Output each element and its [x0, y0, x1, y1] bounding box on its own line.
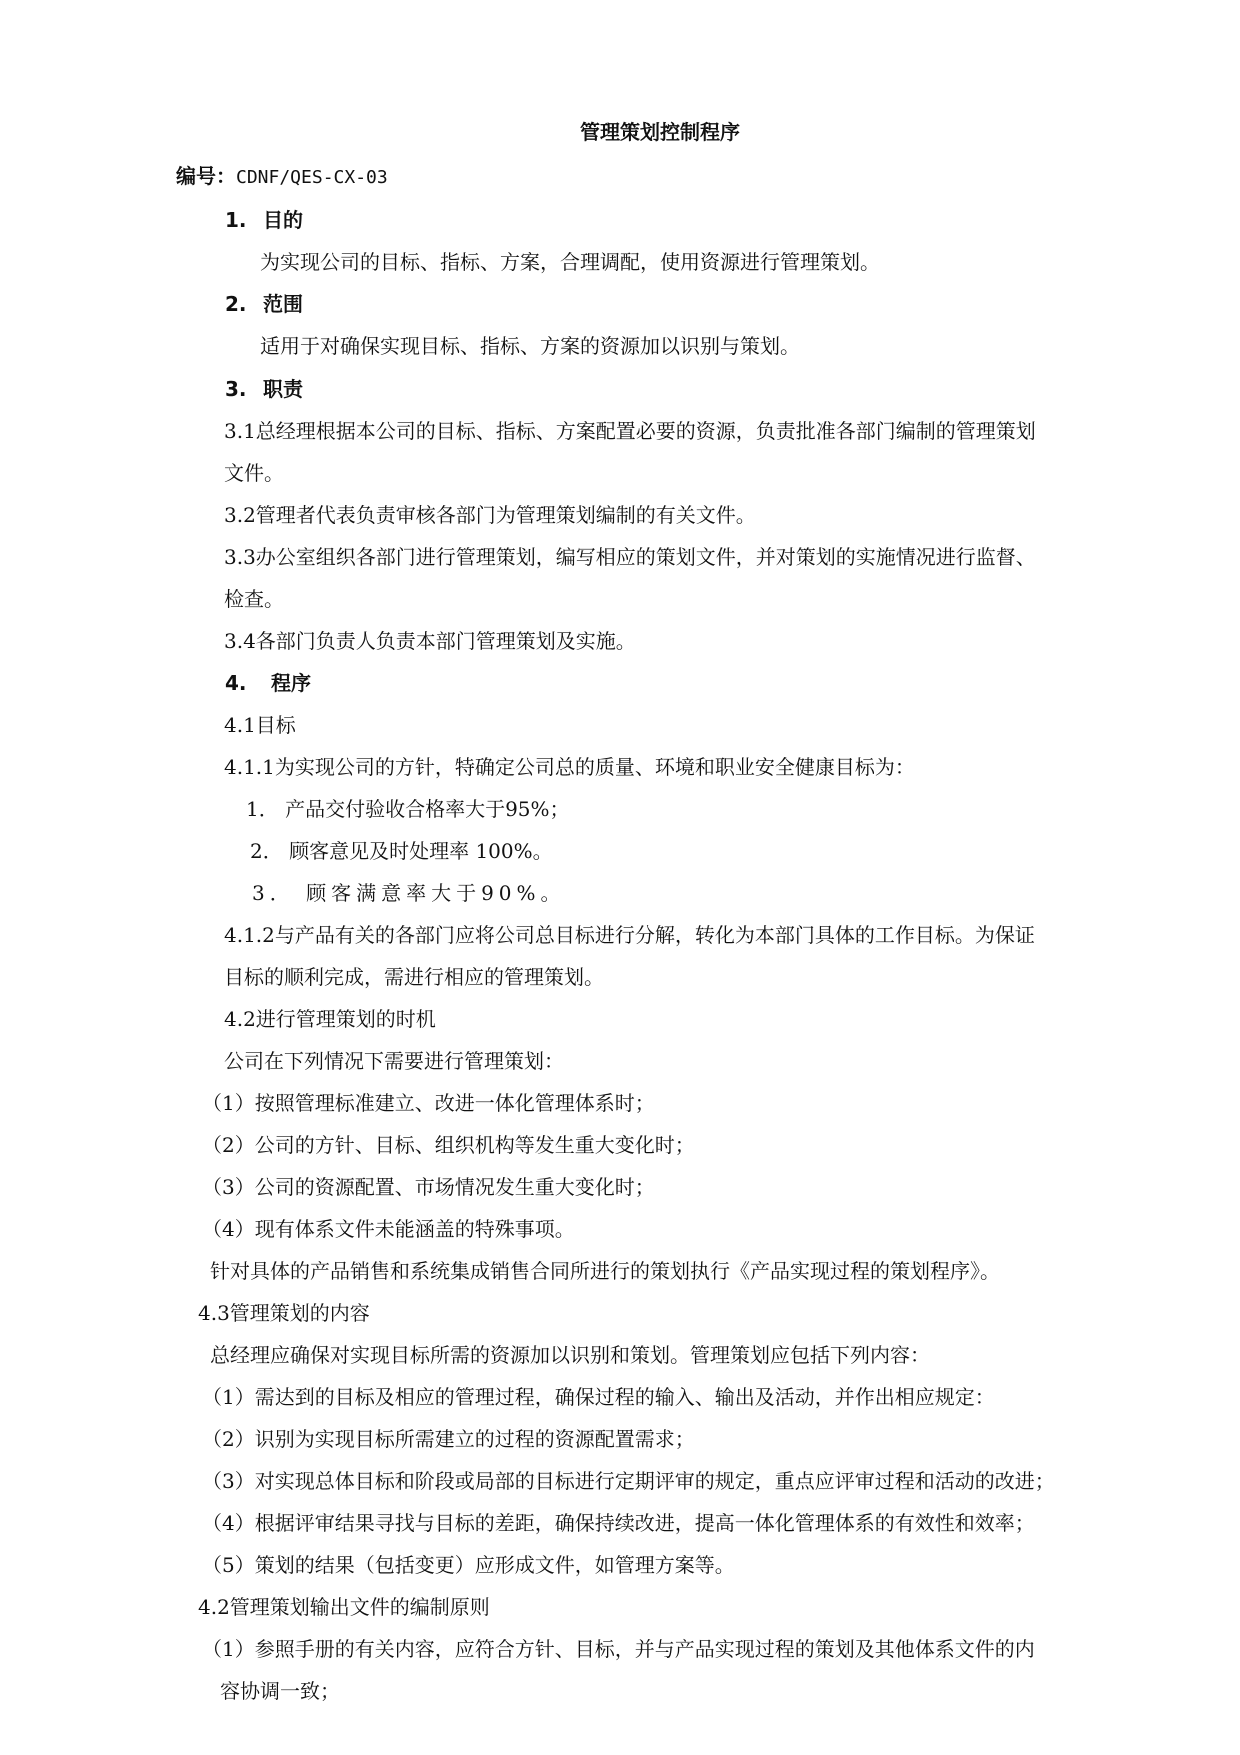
section-title: 职责 [263, 377, 303, 401]
responsibility-3-3-line-1: 3.3办公室组织各部门进行管理策划，编写相应的策划文件，并对策划的实施情况进行监督、 [224, 545, 1036, 569]
content-item-1: （1）需达到的目标及相应的管理过程，确保过程的输入、输出及活动，并作出相应规定： [202, 1385, 995, 1409]
clause-4-1-2-line-1: 4.1.2与产品有关的各部门应将公司总目标进行分解，转化为本部门具体的工作目标。为保证 [224, 923, 1035, 947]
responsibility-3-3-line-2: 检查。 [224, 587, 284, 611]
document-code-value: CDNF/QES-CX-03 [236, 167, 388, 188]
responsibility-3-1-line-1: 3.1总经理根据本公司的目标、指标、方案配置必要的资源，负责批准各部门编制的管理策划 [224, 419, 1036, 443]
goal-item-2: 2． 顾客意见及时处理率 100%。 [250, 839, 553, 863]
subsection-4-3: 4.3管理策划的内容 [198, 1301, 370, 1325]
scope-text: 适用于对确保实现目标、指标、方案的资源加以识别与策划。 [260, 334, 800, 358]
clause-4-1-1: 4.1.1为实现公司的方针，特确定公司总的质量、环境和职业安全健康目标为： [224, 755, 915, 779]
content-item-3: （3）对实现总体目标和阶段或局部的目标进行定期评审的规定，重点应评审过程和活动的改进； [202, 1469, 1055, 1493]
goal-item-1: 1． 产品交付验收合格率大于95%； [246, 797, 570, 821]
goal-item-3: 3． 顾客满意率大于90%。 [252, 881, 566, 905]
section-title: 目的 [263, 208, 303, 232]
timing-note: 针对具体的产品销售和系统集成销售合同所进行的策划执行《产品实现过程的策划程序》。 [210, 1259, 1000, 1283]
section-heading-purpose [225, 206, 303, 234]
timing-item-4: （4）现有体系文件未能涵盖的特殊事项。 [202, 1217, 575, 1241]
section-heading-scope [225, 290, 303, 318]
document-code-label: 编号： [176, 164, 236, 188]
principle-item-1-line-2: 容协调一致； [220, 1679, 340, 1703]
page-title: 管理策划控制程序 [580, 120, 740, 144]
timing-item-3: （3）公司的资源配置、市场情况发生重大变化时； [202, 1175, 655, 1199]
section-heading-responsibility [225, 375, 303, 403]
subsection-4-2: 4.2进行管理策划的时机 [224, 1007, 436, 1031]
section-title: 范围 [263, 292, 303, 316]
responsibility-3-2: 3.2管理者代表负责审核各部门为管理策划编制的有关文件。 [224, 503, 756, 527]
document-code [176, 162, 388, 192]
responsibility-3-4: 3.4各部门负责人负责本部门管理策划及实施。 [224, 629, 636, 653]
clause-4-1-2-line-2: 目标的顺利完成，需进行相应的管理策划。 [224, 965, 604, 989]
responsibility-3-1-line-2: 文件。 [224, 461, 284, 485]
section-number: 4. [225, 671, 247, 695]
section-number: 2. [225, 292, 247, 316]
section-number: 1. [225, 208, 247, 232]
timing-intro: 公司在下列情况下需要进行管理策划： [224, 1049, 564, 1073]
purpose-text: 为实现公司的目标、指标、方案，合理调配，使用资源进行管理策划。 [260, 250, 880, 274]
principle-item-1-line-1: （1）参照手册的有关内容，应符合方针、目标，并与产品实现过程的策划及其他体系文件的内 [202, 1637, 1035, 1661]
subsection-4-1: 4.1目标 [224, 713, 296, 737]
section-title: 程序 [271, 671, 311, 695]
content-intro: 总经理应确保对实现目标所需的资源加以识别和策划。管理策划应包括下列内容： [210, 1343, 930, 1367]
timing-item-1: （1）按照管理标准建立、改进一体化管理体系时； [202, 1091, 655, 1115]
content-item-4: （4）根据评审结果寻找与目标的差距，确保持续改进，提高一体化管理体系的有效性和效率； [202, 1511, 1035, 1535]
section-heading-procedure [225, 669, 311, 697]
content-item-2: （2）识别为实现目标所需建立的过程的资源配置需求； [202, 1427, 695, 1451]
section-number: 3. [225, 377, 247, 401]
subsection-output-principles: 4.2管理策划输出文件的编制原则 [198, 1595, 490, 1619]
content-item-5: （5）策划的结果（包括变更）应形成文件，如管理方案等。 [202, 1553, 735, 1577]
timing-item-2: （2）公司的方针、目标、组织机构等发生重大变化时； [202, 1133, 695, 1157]
